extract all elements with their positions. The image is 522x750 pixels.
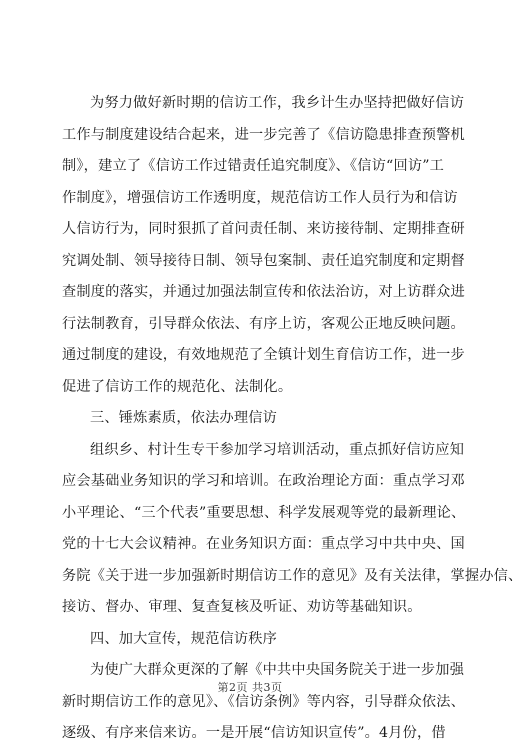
text-line: 查制度的落实，并通过加强法制宣传和依法治访，对上访群众进 — [62, 284, 465, 300]
section-heading: 四、加大宣传，规范信访秩序 — [90, 630, 278, 647]
text-line: 新时期信访工作的意见》、《信访条例》等内容，引导群众依法、 — [62, 693, 466, 710]
text-line: 应会基础业务知识的学习和培训。在政治理论方面：重点学习邓 — [62, 473, 465, 489]
text-line: 人信访行为，同时狠抓了首问责任制、来访接待制、定期排查研 — [62, 221, 465, 237]
paragraph-2 — [62, 435, 522, 624]
text-line: 逐级、有序来信来访。一是开展“信访知识宣传”。4月份，借 — [62, 725, 446, 741]
text-line: 通过制度的建设，有效地规范了全镇计划生育信访工作，进一步 — [62, 347, 465, 363]
text-line: 接访、督办、审理、复查复核及听证、劝访等基础知识。 — [62, 599, 422, 615]
text-line: 行法制教育，引导群众依法、有序上访，客观公正地反映问题。 — [62, 315, 465, 332]
text-line: 小平理论、“三个代表”重要思想、科学发展观等党的最新理论、 — [62, 504, 466, 521]
document-body — [62, 88, 522, 750]
text-line: 党的十七大会议精神。在业务知识方面：重点学习中共中央、国 — [62, 536, 465, 552]
text-line: 为使广大群众更深的了解《中共中央国务院关于进一步加强 — [90, 662, 465, 678]
page-number-label: 第2页 共3页 — [217, 681, 283, 694]
paragraph-3 — [62, 655, 466, 750]
text-line: 作制度》，增强信访工作透明度，规范信访工作人员行为和信访 — [62, 189, 458, 206]
text-line: 促进了信访工作的规范化、法制化。 — [62, 378, 293, 395]
section-heading: 三、锤炼素质，依法办理信访 — [90, 410, 278, 426]
paragraph-1 — [62, 88, 465, 403]
text-line: 为努力做好新时期的信访工作，我乡计生办坚持把做好信访 — [90, 95, 465, 111]
text-line: 究调处制、领导接待日制、领导包案制、责任追究制度和定期督 — [62, 252, 465, 269]
text-line: 组织乡、村计生专干参加学习培训活动，重点抓好信访应知 — [90, 441, 465, 458]
text-line: 工作与制度建设结合起来，进一步完善了《信访隐患排查预警机 — [62, 126, 465, 143]
page-footer — [0, 679, 500, 695]
text-line: 务院《关于进一步加强新时期信访工作的意见》及有关法律，掌握办信、 — [62, 567, 522, 584]
text-line: 制》，建立了《信访工作过错责任追究制度》、《信访“回访”工 — [62, 158, 445, 174]
